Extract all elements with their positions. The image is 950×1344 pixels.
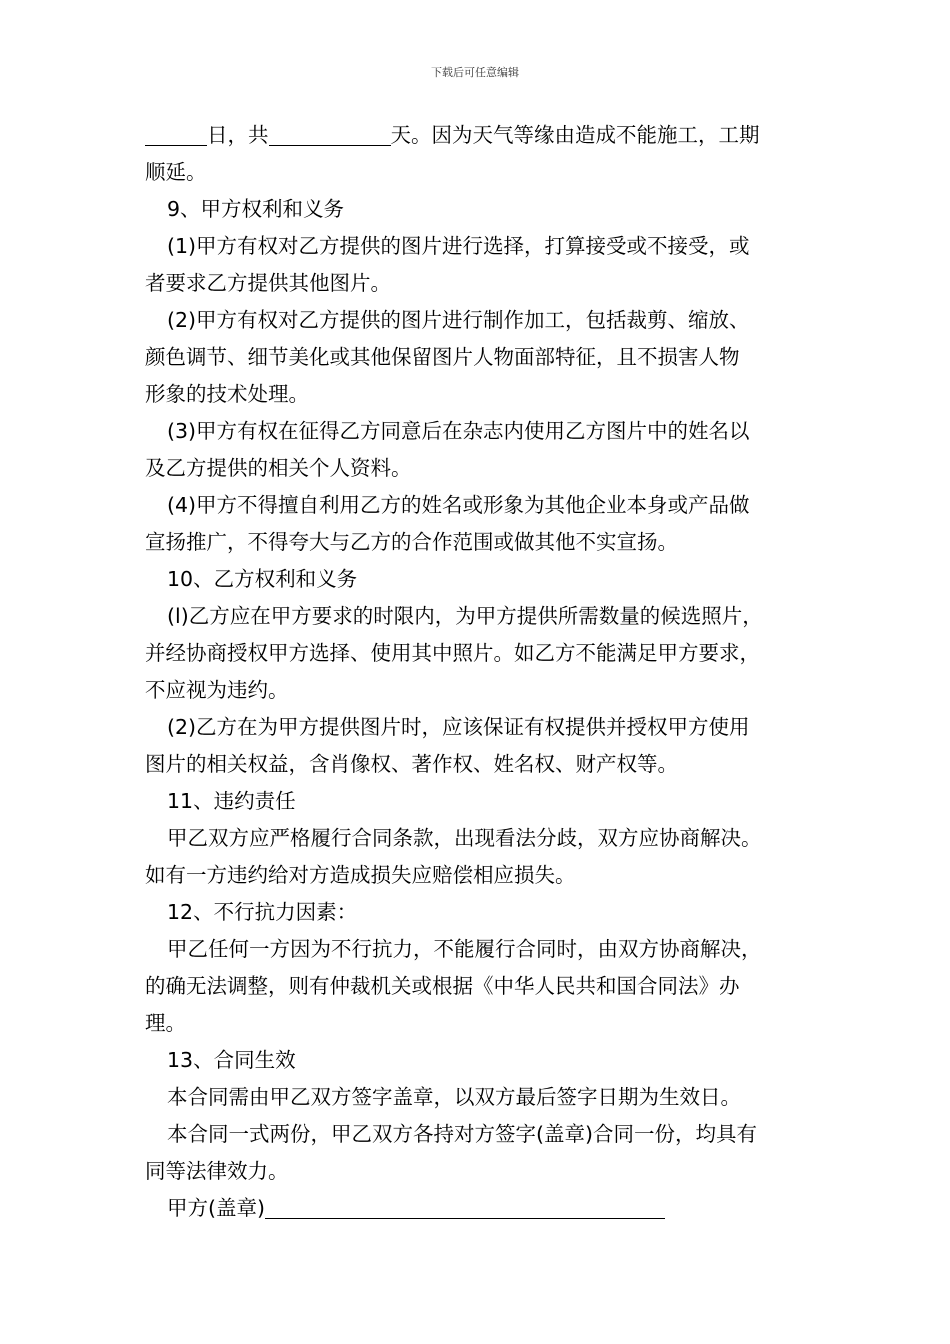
paragraph-line: 如有一方违约给对方造成损失应赔偿相应损失。 <box>145 863 576 887</box>
blank-field <box>145 123 207 146</box>
paragraph-line: 图片的相关权益，含肖像权、著作权、姓名权、财产权等。 <box>145 752 678 776</box>
document-body <box>145 117 825 1227</box>
paragraph-line: 不应视为违约。 <box>145 678 289 702</box>
signature-label: 甲方(盖章) <box>167 1196 265 1220</box>
paragraph-line: 颜色调节、细节美化或其他保留图片人物面部特征，且不损害人物 <box>145 345 740 369</box>
section-heading-10: 10、乙方权利和义务 <box>167 567 358 591</box>
paragraph-line: 甲乙双方应严格履行合同条款，出现看法分歧，双方应协商解决。 <box>167 826 762 850</box>
section-heading-9: 9、甲方权利和义务 <box>167 197 345 221</box>
text: 日，共 <box>207 123 269 147</box>
paragraph-line: 顺延。 <box>145 160 207 184</box>
section-heading-13: 13、合同生效 <box>167 1048 296 1072</box>
text: 天。因为天气等缘由造成不能施工，工期 <box>390 123 760 147</box>
section-heading-12: 12、不行抗力因素： <box>167 900 358 924</box>
paragraph-line: 本合同一式两份，甲乙双方各持对方签字(盖章)合同一份，均具有 <box>167 1122 757 1146</box>
paragraph-line: 及乙方提供的相关个人资料。 <box>145 456 412 480</box>
duration-line <box>145 117 825 154</box>
signature-line-party-a <box>145 1190 825 1227</box>
blank-field <box>269 123 391 146</box>
paragraph-line: 理。 <box>145 1011 186 1035</box>
paragraph-line: 并经协商授权甲方选择、使用其中照片。如乙方不能满足甲方要求， <box>145 641 760 665</box>
paragraph-line: 本合同需由甲乙双方签字盖章，以双方最后签字日期为生效日。 <box>167 1085 741 1109</box>
paragraph-line: 甲乙任何一方因为不行抗力，不能履行合同时，由双方协商解决， <box>167 937 762 961</box>
signature-blank <box>265 1196 665 1219</box>
paragraph-line: (1)甲方有权对乙方提供的图片进行选择，打算接受或不接受，或 <box>167 234 750 258</box>
paragraph-line: (2)乙方在为甲方提供图片时，应该保证有权提供并授权甲方使用 <box>167 715 750 739</box>
paragraph-line: 形象的技术处理。 <box>145 382 309 406</box>
paragraph-line: (2)甲方有权对乙方提供的图片进行制作加工，包括裁剪、缩放、 <box>167 308 750 332</box>
page-header: 下载后可任意编辑 <box>431 66 519 79</box>
section-heading-11: 11、违约责任 <box>167 789 296 813</box>
paragraph-line: 宣扬推广，不得夸大与乙方的合作范围或做其他不实宣扬。 <box>145 530 678 554</box>
paragraph-line: (4)甲方不得擅自利用乙方的姓名或形象为其他企业本身或产品做 <box>167 493 750 517</box>
paragraph-line: 者要求乙方提供其他图片。 <box>145 271 391 295</box>
paragraph-line: (l)乙方应在甲方要求的时限内，为甲方提供所需数量的候选照片， <box>167 604 763 628</box>
paragraph-line: 同等法律效力。 <box>145 1159 289 1183</box>
paragraph-line: (3)甲方有权在征得乙方同意后在杂志内使用乙方图片中的姓名以 <box>167 419 750 443</box>
paragraph-line: 的确无法调整，则有仲裁机关或根据《中华人民共和国合同法》办 <box>145 974 740 998</box>
